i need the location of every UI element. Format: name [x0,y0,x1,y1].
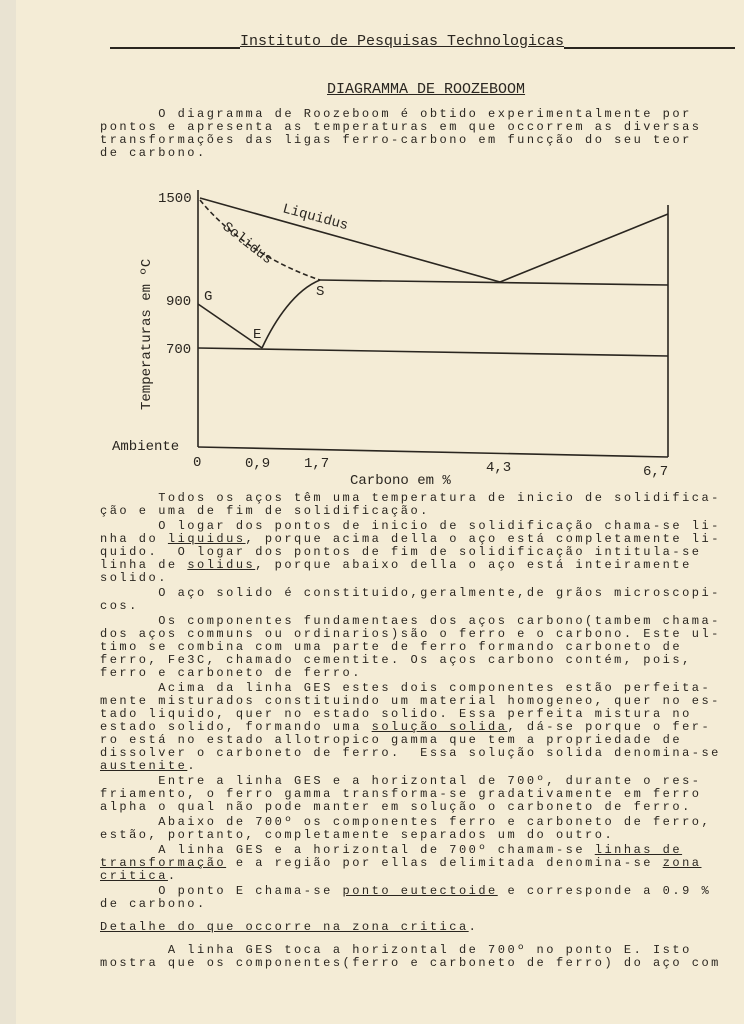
point-e-label: E [253,327,262,343]
paragraph-line: friamento, o ferro gamma transforma-se gradativamente em ferro [100,787,702,801]
institute-header: Instituto de Pesquisas Technologicas [240,33,565,50]
underlined-term: solidus [187,558,256,572]
x-tick-6-7: 6,7 [643,464,669,480]
intro-line: O diagramma de Roozeboom é obtido experimentalmente por [100,107,692,121]
underlined-term: transformação [100,856,227,870]
paragraph-line: ro está no estado allotropico gamma que tem a propriedade de [100,733,683,747]
paragraph-line: solido. [100,571,168,585]
paragraph-line: dos aços communs ou ordinarios)são o ferro e o carbono. Este ul- [100,627,721,641]
underlined-term: austenite [100,759,188,773]
underlined-term: solução solida [371,720,508,734]
paragraph-line: ção e uma de fim de solidificação. [100,504,430,518]
paragraph-line: transformação e a região por ellas delimitada denomina-se zona [100,856,702,870]
paragraph-line: Todos os aços têm uma temperatura de inicio de solidifica- [100,491,721,505]
paragraph-line: Acima da linha GES estes dois componentes estão perfeita- [100,681,712,695]
y-tick-1500: 1500 [158,191,192,207]
x-tick-0-9: 0,9 [245,456,271,472]
solidus-label: Solidus [218,219,276,269]
paragraph-line: A linha GES e a horizontal de 700º chamam-se linhas de [100,843,683,857]
paragraph-line: nha do liquidus, porque acima della o aço está completamente li- [100,532,721,546]
paragraph-line: O logar dos pontos de inicio de solidificação chama-se li- [100,519,721,533]
paragraph-line: Detalhe do que occorre na zona critica. [100,920,479,934]
paragraph-line: ferro, Fe3C, chamado cementite. Os aços carbono contém, pois, [100,653,692,667]
paragraph-line: quido. O logar dos pontos de fim de solidificação intitula-se [100,545,702,559]
x-axis-label: Carbono em % [350,473,451,489]
es-curve [262,280,320,348]
paragraph-line: ferro e carboneto de ferro. [100,666,362,680]
horizontal-700 [198,348,668,356]
paragraph-line: mente misturados constituindo um material homogeneo, quer no es- [100,694,721,708]
paragraph-line: Entre a linha GES e a horizontal de 700º, durante o res- [100,774,702,788]
paragraph-line: tado liquido, quer no estado solido. Essa perfeita mistura no [100,707,692,721]
y-axis-label: Temperaturas em ºC [139,258,155,410]
underlined-term: critica [100,869,168,883]
y-tick-ambiente: Ambiente [112,439,180,455]
x-tick-4-3: 4,3 [486,460,512,476]
point-g-label: G [204,289,213,305]
paragraph-line: O aço solido é constituido,geralmente,de grãos microscopi- [100,586,721,600]
underlined-term: Detalhe do que occorre na zona critica [100,920,469,934]
x-tick-1-7: 1,7 [304,456,330,472]
intro-line: de carbono. [100,146,207,160]
point-s-label: S [316,284,325,300]
underlined-term: linhas de [594,843,683,857]
paragraph-line: estão, portanto, completamente separados um do outro. [100,828,615,842]
liquidus-line [200,198,668,282]
paragraph-line: mostra que os componentes(ferro e carboneto de ferro) do aço com [100,956,721,970]
paragraph-line: linha de solidus, porque abaixo della o aço está inteiramente [100,558,692,572]
intro-line: pontos e apresenta as temperaturas em que occorrem as diversas [100,120,702,134]
document-title: DIAGRAMMA DE ROOZEBOOM [327,81,526,98]
underlined-term: ponto eutectoide [342,884,498,898]
paragraph-line: critica. [100,869,178,883]
underlined-term: liquidus [167,532,246,546]
liquidus-label: Liquidus [280,201,350,235]
paragraph-line: timo se combina com uma parte de ferro formando carboneto de [100,640,683,654]
paragraph-line: Abaixo de 700º os componentes ferro e carboneto de ferro, [100,815,712,829]
intro-line: transformações das ligas ferro-carbono em funcção do seu teor [100,133,692,147]
underlined-term: zona [662,856,702,870]
paragraph-line: O ponto E chama-se ponto eutectoide e corresponde a 0.9 % [100,884,712,898]
paragraph-line: A linha GES toca a horizontal de 700º no ponto E. Isto [100,943,692,957]
paragraph-line: de carbono. [100,897,207,911]
paragraph-line: austenite. [100,759,198,773]
y-tick-900: 900 [166,294,192,310]
paragraph-line: dissolver o carboneto de ferro. Essa solução solida denomina-se [100,746,721,760]
paragraph-line: estado solido, formando uma solução solida, dá-se porque o fer- [100,720,712,734]
paragraph-line: cos. [100,599,139,613]
paragraph-line: alpha o qual não pode manter em solução o carboneto de ferro. [100,800,692,814]
y-tick-700: 700 [166,342,192,358]
x-tick-0: 0 [193,455,202,471]
paragraph-line: Os componentes fundamentaes dos aços carbono(tambem chama- [100,614,721,628]
